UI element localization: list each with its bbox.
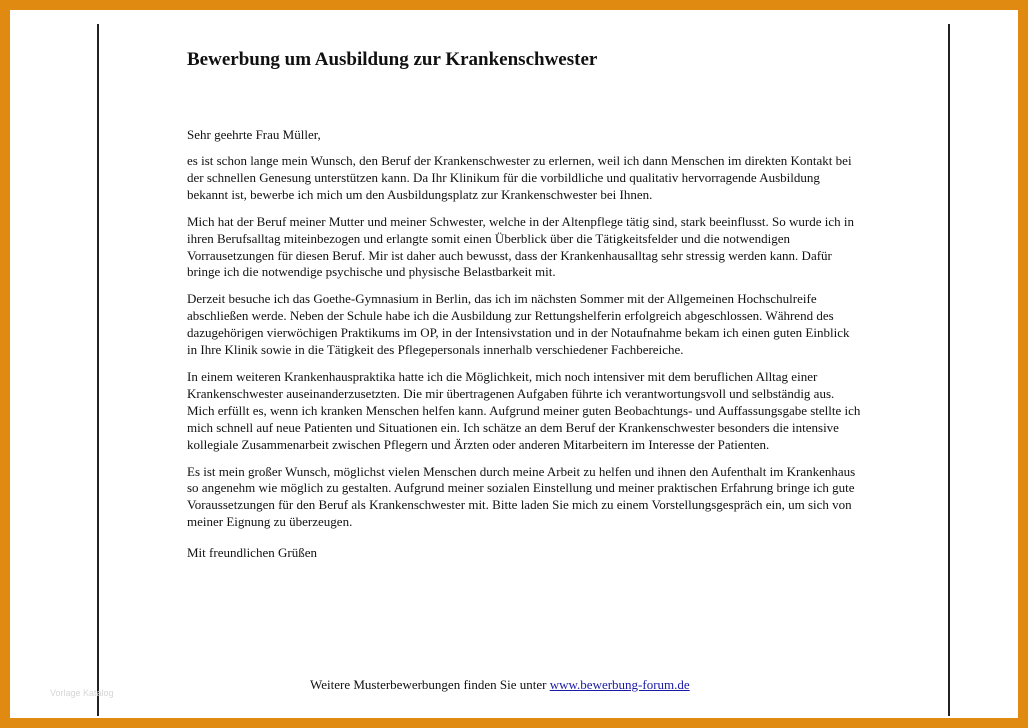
paragraph-3: Derzeit besuche ich das Goethe-Gymnasium in Berlin, das ich im nächsten Sommer mit der Allgemeinen Hochschulreife abschließen werde. Neben der Schule habe ich die Ausbildung zur Rettungshelferin erfolgreich abgeschlossen. Während des dazugehörigen vierwöchigen Praktikums im OP, in der Intensivstation und in der Notaufnahme bekam ich einen guten Einblick in Ihre Klinik sowie in die Tätigkeit des Pflegepersonals innerhalb verschiedener Fachbereiche. — [187, 291, 850, 358]
right-margin-rule — [948, 24, 950, 716]
paragraph-2: Mich hat der Beruf meiner Mutter und meiner Schwester, welche in der Altenpflege tätig sind, stark beeinflusst. So wurde ich in ihren Berufsalltag miteinbezogen und erlangte somit einen Überblick über die Tätigkeitsfelder und die notwendigen Vorrausetzungen für diesen Beruf. Mir ist daher auch bewusst, dass der Krankenhausalltag sehr stressig werden kann. Dafür bringe ich die notwendige psychische und physische Belastbarkeit mit. — [187, 213, 854, 280]
footer-text: Weitere Musterbewerbungen finden Sie unter — [310, 677, 550, 692]
salutation: Sehr geehrte Frau Müller, — [187, 127, 321, 142]
paragraph-1: es ist schon lange mein Wunsch, den Beruf der Krankenschwester zu erlernen, weil ich dann Menschen im direkten Kontakt bei der schnellen Genesung unterstützen kann. Da Ihr Klinikum für die vorbildliche und qualitativ hervorragende Ausbildung bekannt ist, bewerbe ich mich um den Ausbildungsplatz zur Krankenschwester bei Ihnen. — [187, 153, 852, 202]
watermark: Vorlage Katalog — [50, 688, 114, 698]
left-margin-rule — [97, 24, 99, 716]
footer-link[interactable]: www.bewerbung-forum.de — [549, 677, 690, 692]
closing: Mit freundlichen Grüßen — [187, 545, 317, 561]
paragraph-4: In einem weiteren Krankenhauspraktika hatte ich die Möglichkeit, mich noch intensiver mit dem beruflichen Alltag einer Krankenschwester auseinanderzusetzten. Die mir übertragenen Aufgaben führte ich verantwortungsvoll und selbständig aus. Mich erfüllt es, wenn ich kranken Menschen helfen kann. Aufgrund meiner guten Beobachtungs- und Auffassungsgabe stellte ich mich schnell auf neue Patienten und Situationen ein. Ich schätze an dem Beruf der Krankenschwester besonders die intensive kollegiale Zusammenarbeit zwischen Pflegern und Ärzten oder anderen Mitarbeitern im Interesse der Patienten. — [187, 368, 861, 452]
letter-title: Bewerbung um Ausbildung zur Krankenschwester — [187, 49, 598, 70]
letter-document — [187, 48, 862, 561]
footer — [310, 677, 690, 693]
paragraph-5: Es ist mein großer Wunsch, möglichst vielen Menschen durch meine Arbeit zu helfen und ihnen den Aufenthalt im Krankenhaus so angenehm wie möglich zu gestalten. Aufgrund meiner sozialen Einstellung und meiner praktischen Erfahrung bringe ich gute Voraussetzungen für den Beruf als Krankenschwester mit. Bitte laden Sie mich zu einem Vorstellungsgespräch ein, um sich von meiner Eignung zu überzeugen. — [187, 463, 856, 530]
